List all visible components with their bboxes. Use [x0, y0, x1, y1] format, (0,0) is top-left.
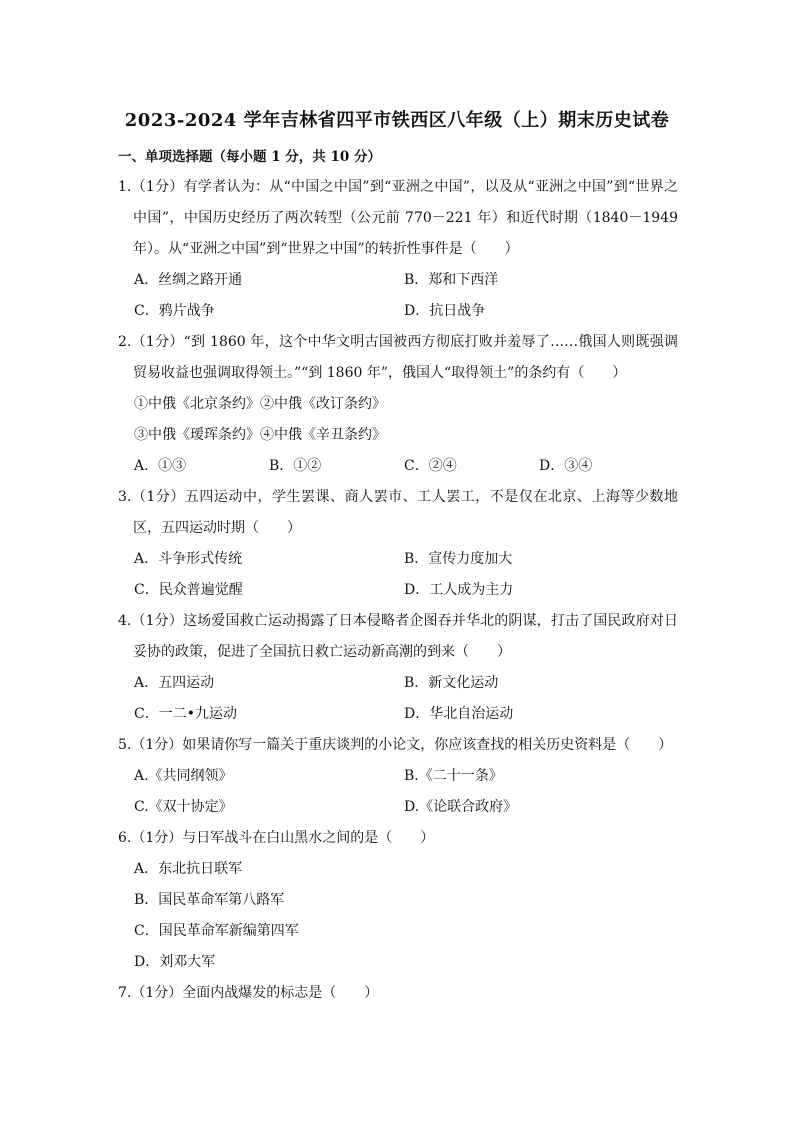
option-d[interactable]: D．工人成为主力	[404, 582, 514, 598]
option-c[interactable]: C．民众普遍觉醒	[134, 582, 243, 598]
option-c[interactable]: C．国民革命军新编第四军	[134, 923, 299, 939]
option-b[interactable]: B．①②	[269, 458, 322, 474]
question-7	[118, 978, 678, 1009]
option-d[interactable]: D．抗日战争	[404, 303, 486, 319]
question-2	[118, 327, 678, 482]
option-d[interactable]: D．③④	[539, 458, 593, 474]
option-d[interactable]: D.《论联合政府》	[404, 799, 518, 815]
options-row	[118, 792, 678, 823]
options-row	[118, 451, 678, 482]
options-row	[118, 296, 678, 327]
question-text: 3.（1分）五四运动中，学生罢课、商人罢市、工人罢工，不是仅在北京、上海等少数地区，五四运动时期（ ）	[118, 489, 678, 536]
option-c[interactable]: C．鸦片战争	[134, 303, 215, 319]
option-b[interactable]: B．国民革命军第八路军	[134, 892, 285, 908]
question-text: 4.（1分）这场爱国救亡运动揭露了日本侵略者企图吞并华北的阴谋，打击了国民政府对日妥协的政策，促进了全国抗日救亡运动新高潮的到来（ ）	[118, 613, 678, 660]
option-c[interactable]: C．②④	[404, 458, 457, 474]
option-d[interactable]: D．华北自治运动	[404, 706, 514, 722]
options-row	[118, 544, 678, 575]
option-b[interactable]: B．宣传力度加大	[404, 551, 513, 567]
question-text: 5.（1分）如果请你写一篇关于重庆谈判的小论文，你应该查找的相关历史资料是（ ）	[118, 737, 673, 753]
question-text: 1.（1分）有学者认为：从“中国之中国”到“亚洲之中国”，以及从“亚洲之中国”到“世界之中国”，中国历史经历了两次转型（公元前 770－221 年）和近代时期（1840－1949 年）。从“亚洲之中国”到“世界之中国”的转折性事件是（ ）	[118, 179, 678, 257]
option-b[interactable]: B.《二十一条》	[404, 768, 503, 784]
combo-line: ③中俄《瑷珲条约》④中俄《辛丑条约》	[134, 427, 386, 443]
question-1	[118, 172, 678, 327]
option-a[interactable]: A．斗争形式传统	[134, 551, 243, 567]
combo-line: ①中俄《北京条约》②中俄《改订条约》	[134, 396, 386, 412]
option-b[interactable]: B．郑和下西洋	[404, 272, 499, 288]
option-c[interactable]: C.《双十协定》	[134, 799, 233, 815]
question-6	[118, 823, 678, 978]
option-b[interactable]: B．新文化运动	[404, 675, 499, 691]
option-a[interactable]: A.《共同纲领》	[134, 768, 233, 784]
option-d[interactable]: D．刘邓大军	[134, 954, 216, 970]
options-row	[118, 668, 678, 699]
question-5	[118, 730, 678, 823]
option-a[interactable]: A．五四运动	[134, 675, 215, 691]
section-heading: 一、单项选择题（每小题 1 分，共 10 分）	[118, 149, 381, 165]
question-text: 7.（1分）全面内战爆发的标志是（ ）	[118, 985, 379, 1001]
options-row	[118, 575, 678, 606]
options-row	[118, 699, 678, 730]
option-a[interactable]: A．①③	[134, 458, 187, 474]
page-title: 2023-2024 学年吉林省四平市铁西区八年级（上）期末历史试卷	[124, 110, 670, 131]
question-4	[118, 606, 678, 730]
option-a[interactable]: A．丝绸之路开通	[134, 272, 243, 288]
question-text: 2.（1分）“到 1860 年，这个中华文明古国被西方彻底打败并羞辱了……俄国人则既强调贸易收益也强调取得领土。”“到 1860 年”，俄国人“取得领土”的条约有（ ）	[118, 334, 678, 381]
question-list	[118, 172, 678, 1009]
options-row	[118, 265, 678, 296]
option-c[interactable]: C．一二•九运动	[134, 706, 237, 722]
question-text: 6.（1分）与日军战斗在白山黑水之间的是（ ）	[118, 830, 435, 846]
option-a[interactable]: A．东北抗日联军	[134, 861, 243, 877]
options-row	[118, 761, 678, 792]
question-3	[118, 482, 678, 606]
